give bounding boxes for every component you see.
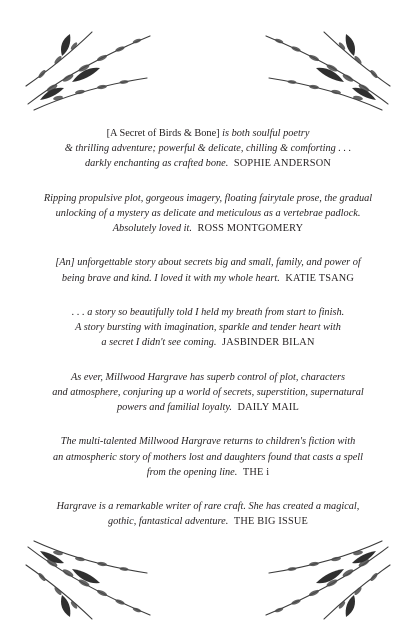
- review-line: gothic, fantastical adventure.: [108, 516, 229, 528]
- review-source: ROSS MONTGOMERY: [197, 223, 304, 235]
- reviews-list: [14, 126, 402, 548]
- review-source: DAILY MAIL: [237, 402, 300, 414]
- review-line: Ripping propulsive plot, gorgeous imagery, floating fairytale prose, the gradual: [43, 192, 373, 204]
- review-7: [14, 499, 402, 529]
- review-line: being brave and kind. I loved it with my whole heart.: [61, 272, 280, 284]
- review-source: JASBINDER BILAN: [222, 337, 315, 349]
- review-source: THE i: [242, 466, 270, 478]
- review-source: SOPHIE ANDERSON: [233, 158, 331, 170]
- review-line: As ever, Millwood Hargrave has superb control of plot, characters: [70, 371, 346, 383]
- review-line: Hargrave is a remarkable writer of rare craft. She has created a magical,: [56, 500, 360, 512]
- review-6: [14, 434, 402, 480]
- review-4: [14, 305, 402, 351]
- review-1: [14, 126, 402, 172]
- lavender-sprig-icon: [259, 26, 394, 116]
- review-line: [An] unforgettable story about secrets big and small, family, and power of: [55, 257, 361, 269]
- review-line: A story bursting with imagination, sparkle and tender heart with: [75, 322, 341, 334]
- review-line: a secret I didn't see coming.: [101, 337, 217, 349]
- lavender-sprig-icon: [259, 535, 394, 625]
- review-line: The multi-talented Millwood Hargrave returns to children's fiction with: [60, 436, 356, 448]
- review-5: [14, 370, 402, 416]
- lavender-sprig-icon: [22, 26, 157, 116]
- review-line: unlocking of a mystery as delicate and meticulous as a vertebrae padlock.: [55, 207, 361, 219]
- review-line: darkly enchanting as crafted bone.: [85, 158, 229, 170]
- review-line: from the opening line.: [146, 466, 238, 478]
- review-source: THE BIG ISSUE: [233, 516, 308, 528]
- review-line: an atmospheric story of mothers lost and daughters found that casts a spell: [52, 451, 364, 463]
- review-line: powers and familial loyalty.: [116, 402, 232, 414]
- review-source: KATIE TSANG: [285, 272, 355, 284]
- review-line: & thrilling adventure; powerful & delicate, chilling & comforting . . .: [64, 143, 352, 155]
- review-title-ref: [A Secret of Birds & Bone]: [106, 128, 220, 139]
- review-line: is both soulful poetry: [219, 128, 310, 139]
- review-2: [14, 191, 402, 237]
- review-line: . . . a story so beautifully told I held my breath from start to finish.: [71, 306, 345, 318]
- review-3: [14, 255, 402, 285]
- review-line: and atmosphere, conjuring up a world of secrets, superstition, supernatural: [52, 386, 364, 398]
- lavender-sprig-icon: [22, 535, 157, 625]
- review-line: Absolutely loved it.: [112, 223, 192, 235]
